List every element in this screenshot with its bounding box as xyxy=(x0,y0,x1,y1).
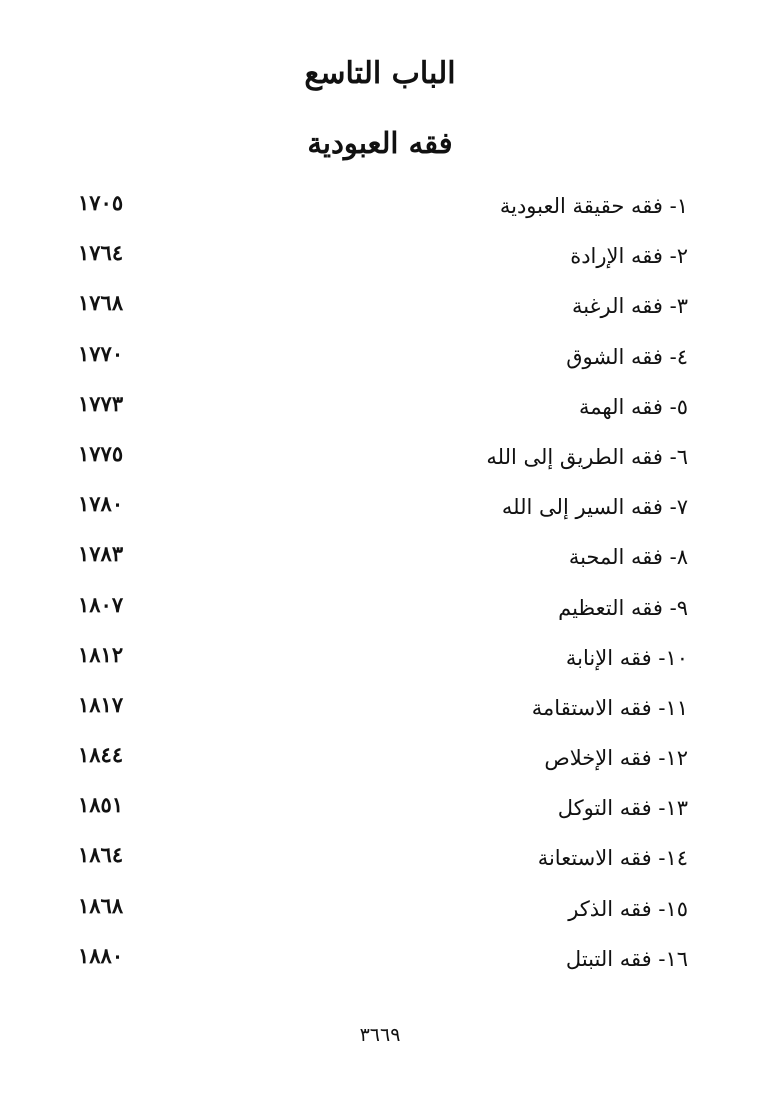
toc-entry-title: ١٠- فقه الإنابة xyxy=(565,645,688,670)
toc-entry-title: ٣- فقه الرغبة xyxy=(571,294,688,319)
toc-page-number: ١٧٧٣ xyxy=(78,390,124,416)
toc-row xyxy=(60,441,700,491)
toc-entry-title: ٤- فقه الشوق xyxy=(566,344,688,369)
toc-row xyxy=(60,842,700,892)
toc-row xyxy=(60,742,700,792)
toc-entry-title: ٨- فقه المحبة xyxy=(568,545,688,570)
toc-entry-title: ١٥- فقه الذكر xyxy=(568,896,688,921)
toc-page-number: ١٨٦٤ xyxy=(78,842,124,868)
toc-entry-title: ١٢- فقه الإخلاص xyxy=(544,746,688,771)
toc-page-number: ١٧٦٤ xyxy=(78,240,124,266)
toc-row xyxy=(60,190,700,240)
toc-entry-title: ٩- فقه التعظيم xyxy=(558,595,688,620)
toc-page-number: ١٨٠٧ xyxy=(78,591,124,617)
toc-entry-title: ١٤- فقه الاستعانة xyxy=(537,846,688,871)
toc-page-number: ١٧٧٠ xyxy=(78,340,124,366)
table-of-contents xyxy=(60,190,700,993)
toc-row xyxy=(60,692,700,742)
section-title: فقه العبودية xyxy=(307,126,453,160)
toc-entry-title: ٦- فقه الطريق إلى الله xyxy=(486,444,688,469)
toc-entry-title: ١٣- فقه التوكل xyxy=(557,796,688,821)
toc-entry-title: ١١- فقه الاستقامة xyxy=(531,695,688,720)
toc-row xyxy=(60,341,700,391)
toc-page-number: ١٨٦٨ xyxy=(78,892,124,918)
toc-entry-title: ٢- فقه الإرادة xyxy=(570,244,688,269)
toc-row xyxy=(60,642,700,692)
toc-row xyxy=(60,240,700,290)
toc-entry-title: ١٦- فقه التبتل xyxy=(565,946,688,971)
toc-row xyxy=(60,893,700,943)
toc-page-number: ١٨١٧ xyxy=(78,691,124,717)
page-number: ٣٦٦٩ xyxy=(359,1024,401,1046)
toc-page-number: ١٧٨٣ xyxy=(78,541,124,567)
toc-row xyxy=(60,491,700,541)
toc-row xyxy=(60,943,700,993)
toc-page-number: ١٨١٢ xyxy=(78,641,124,667)
toc-page-number: ١٨٨٠ xyxy=(78,942,124,968)
toc-page-number: ١٧٦٨ xyxy=(78,290,124,316)
toc-entry-title: ٧- فقه السير إلى الله xyxy=(501,495,688,520)
toc-page-number: ١٨٤٤ xyxy=(78,742,124,768)
chapter-heading: الباب التاسع xyxy=(304,56,456,91)
toc-entry-title: ٥- فقه الهمة xyxy=(579,394,688,419)
toc-page-number: ١٨٥١ xyxy=(78,792,124,818)
toc-row xyxy=(60,391,700,441)
toc-page-number: ١٧٠٥ xyxy=(78,190,124,215)
toc-row xyxy=(60,541,700,591)
toc-entry-title: ١- فقه حقيقة العبودية xyxy=(499,194,688,218)
toc-row xyxy=(60,792,700,842)
toc-page-number: ١٧٧٥ xyxy=(78,440,124,466)
toc-row xyxy=(60,290,700,340)
toc-page-number: ١٧٨٠ xyxy=(78,491,124,517)
toc-row xyxy=(60,592,700,642)
